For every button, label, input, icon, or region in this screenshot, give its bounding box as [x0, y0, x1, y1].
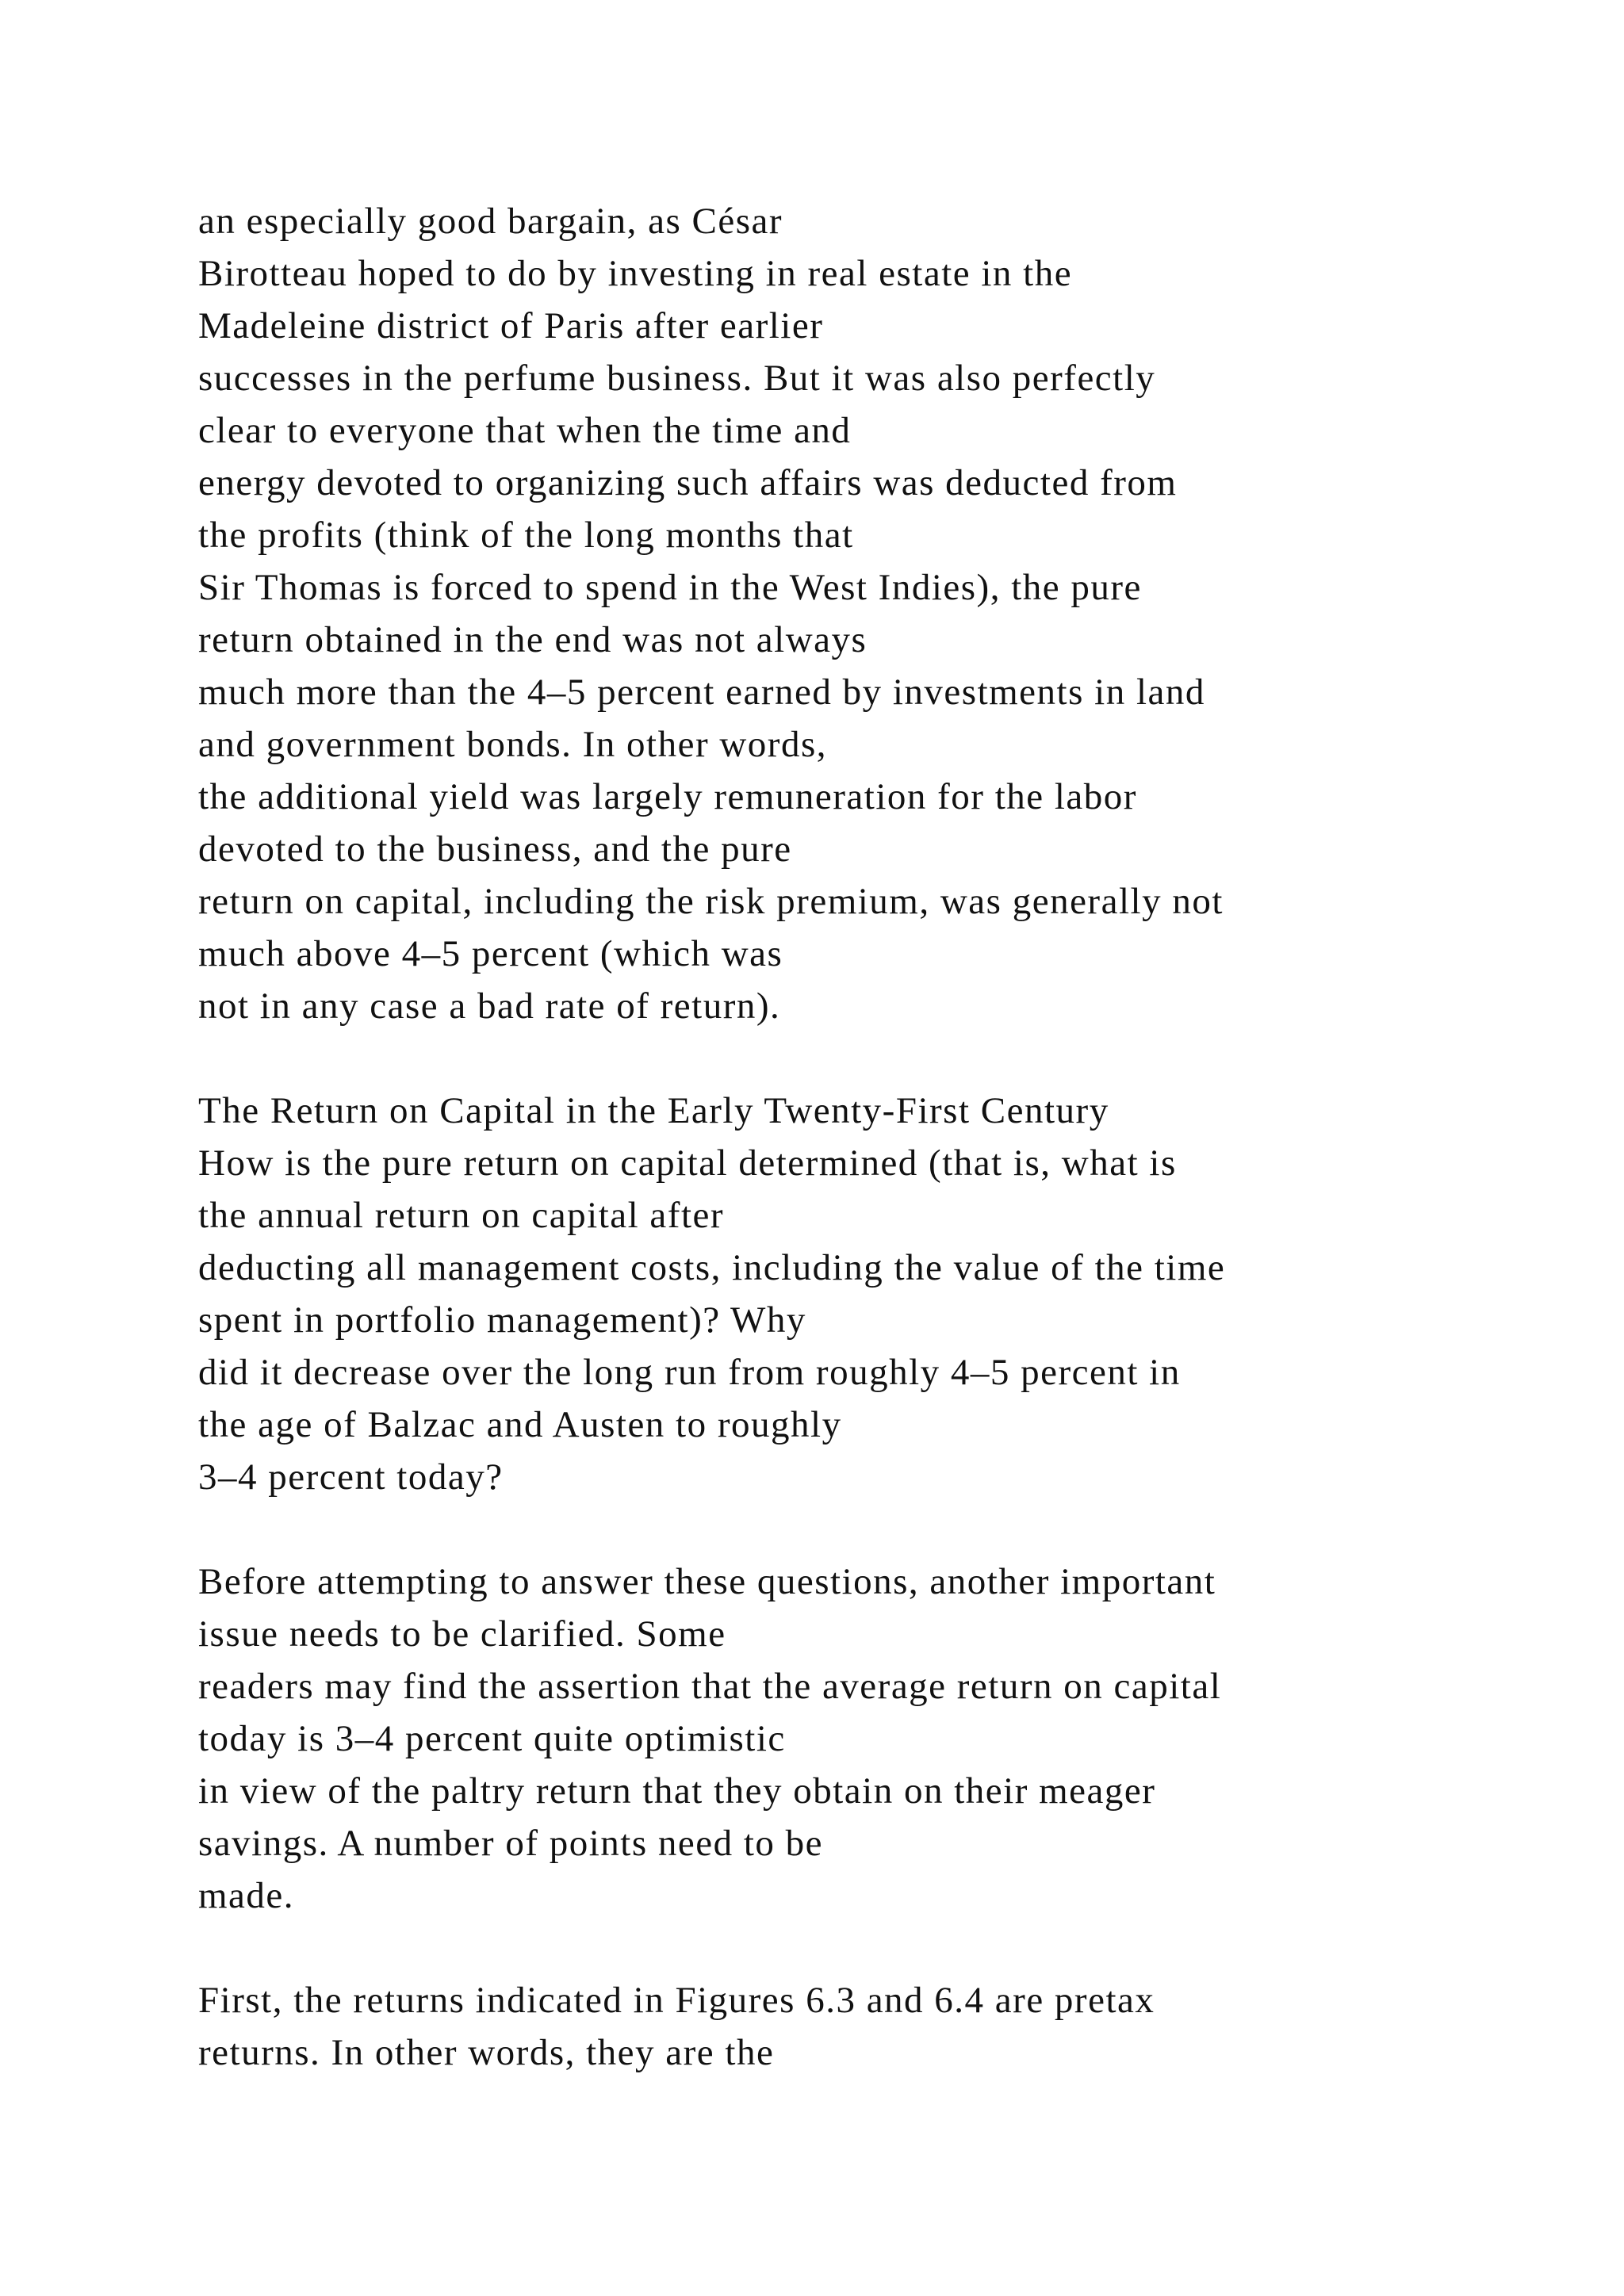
text-line: return on capital, including the risk premium, was generally not: [198, 881, 1224, 922]
text-line: the profits (think of the long months that: [198, 515, 854, 556]
text-line: the annual return on capital after: [198, 1195, 725, 1236]
text-line: 3–4 percent today?: [198, 1456, 504, 1498]
text-line: not in any case a bad rate of return).: [198, 985, 781, 1027]
paragraph-break: [198, 1503, 1546, 1556]
text-line: Madeleine district of Paris after earlier: [198, 305, 824, 346]
text-line: and government bonds. In other words,: [198, 724, 827, 765]
text-line: issue needs to be clarified. Some: [198, 1613, 726, 1655]
text-line: the additional yield was largely remuneration for the labor: [198, 776, 1137, 817]
text-line: the age of Balzac and Austen to roughly: [198, 1404, 842, 1445]
text-line: energy devoted to organizing such affairs was deducted from: [198, 462, 1178, 503]
document-text: [198, 195, 1546, 2079]
text-line: successes in the perfume business. But it was also perfectly: [198, 358, 1156, 399]
text-line: did it decrease over the long run from roughly 4–5 percent in: [198, 1352, 1181, 1393]
paragraph-break: [198, 1922, 1546, 1974]
text-line: Sir Thomas is forced to spend in the West Indies), the pure: [198, 567, 1142, 608]
text-line: clear to everyone that when the time and: [198, 410, 852, 451]
paragraph-break: [198, 1032, 1546, 1085]
text-line: First, the returns indicated in Figures 6.3 and 6.4 are pretax: [198, 1980, 1155, 2021]
text-line: an especially good bargain, as César: [198, 201, 783, 242]
text-line: spent in portfolio management)? Why: [198, 1299, 806, 1341]
text-line: much more than the 4–5 percent earned by investments in land: [198, 672, 1205, 713]
text-line: Birotteau hoped to do by investing in real estate in the: [198, 253, 1073, 294]
text-line: savings. A number of points need to be: [198, 1823, 824, 1864]
text-line: Before attempting to answer these questions, another important: [198, 1561, 1216, 1602]
text-line: made.: [198, 1875, 295, 1916]
section-heading: The Return on Capital in the Early Twenty-First Century: [198, 1090, 1109, 1131]
text-line: in view of the paltry return that they obtain on their meager: [198, 1770, 1156, 1812]
text-line: How is the pure return on capital determined (that is, what is: [198, 1142, 1177, 1184]
text-line: deducting all management costs, including the value of the time: [198, 1247, 1226, 1288]
text-line: readers may find the assertion that the average return on capital: [198, 1666, 1222, 1707]
text-line: returns. In other words, they are the: [198, 2032, 775, 2073]
text-line: today is 3–4 percent quite optimistic: [198, 1718, 786, 1759]
text-line: return obtained in the end was not always: [198, 619, 868, 660]
text-line: much above 4–5 percent (which was: [198, 933, 783, 974]
text-line: devoted to the business, and the pure: [198, 828, 792, 870]
